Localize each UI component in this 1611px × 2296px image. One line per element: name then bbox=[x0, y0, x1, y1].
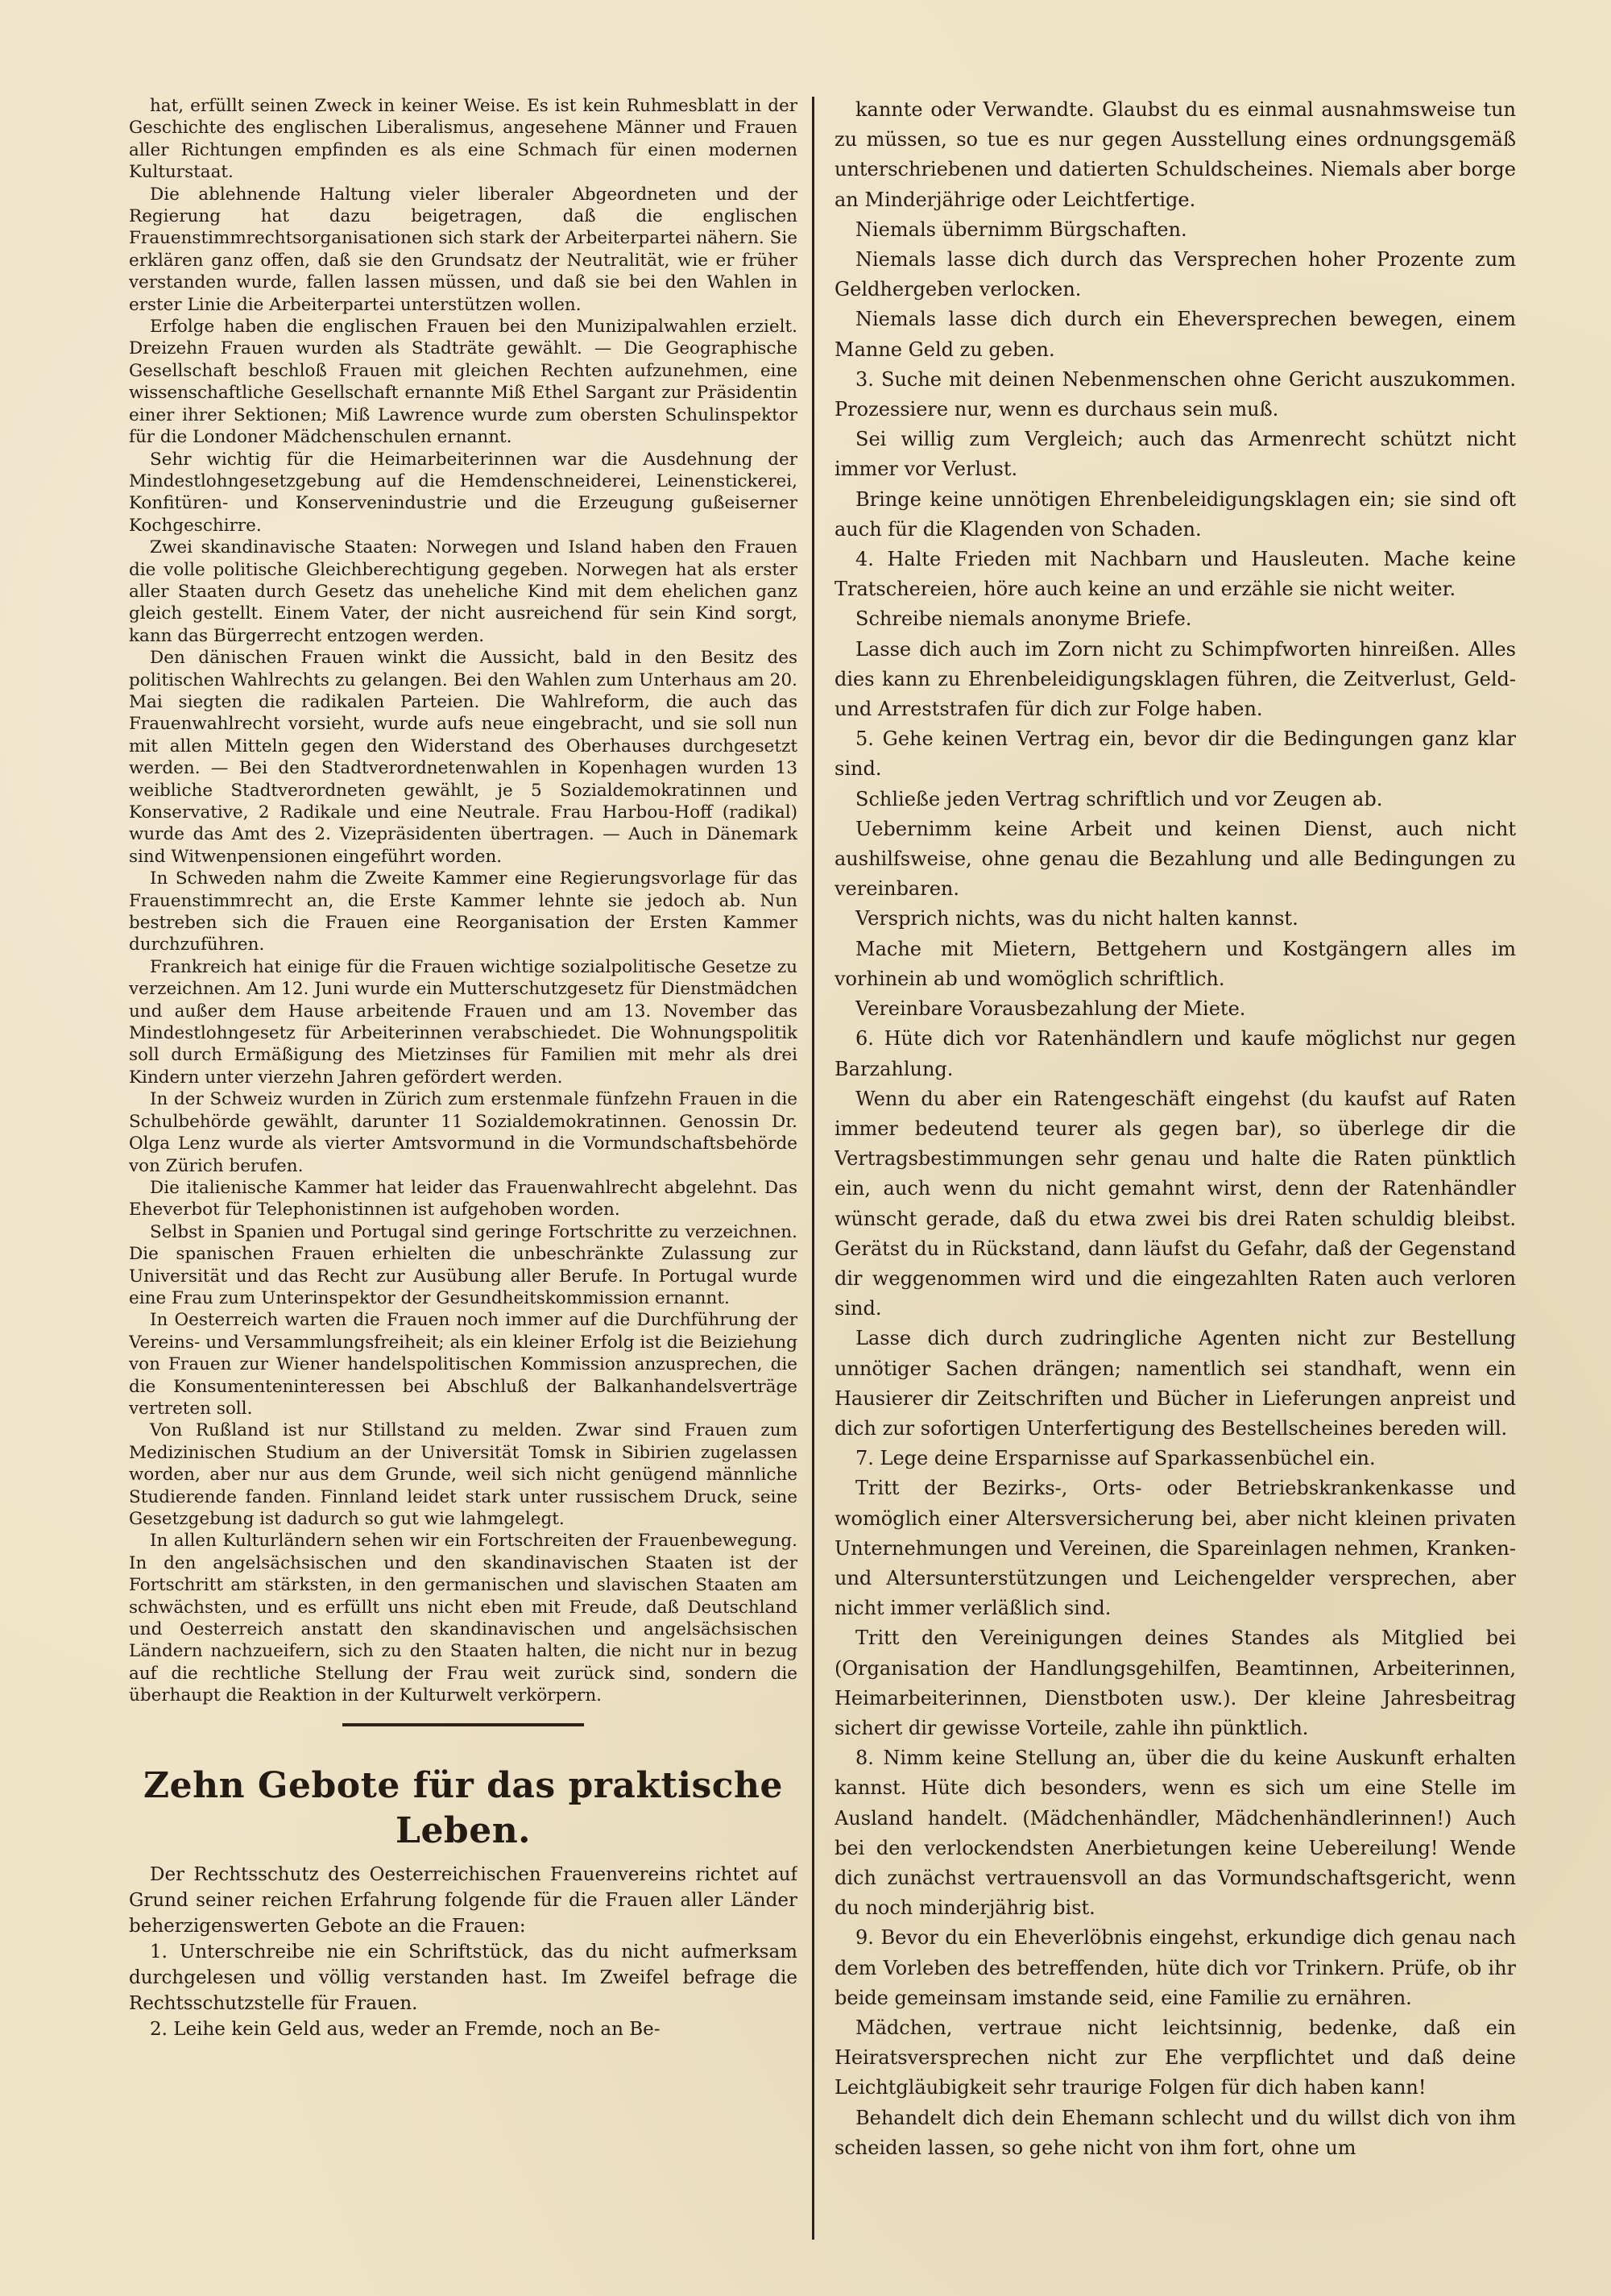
article-paragraph: Selbst in Spanien und Portugal sind geringe Fortschritte zu verzeichnen. Die spanischen Frauen erhielten die unbeschränkte Zulassung zur Universität und das Recht zur Ausübung aller Berufe. In Portugal wurde eine Frau zum Unterinspektor der Gesundheitskommission ernannt. bbox=[129, 1221, 797, 1308]
article-paragraph: Frankreich hat einige für die Frauen wichtige sozialpolitische Gesetze zu verzeichnen. Am 12. Juni wurde ein Mutterschutzgesetz für Dienstmädchen und außer dem Hause arbeitende Frauen und am 13. November das Mindestlohngesetz für Arbeiterinnen verabschiedet. Die Wohnungspolitik soll durch Ermäßigung des Mietzinses für Familien mit mehr als drei Kindern unter vierzehn Jahren gefördert werden. bbox=[129, 956, 797, 1088]
commandment-paragraph: 4. Halte Frieden mit Nachbarn und Hausleuten. Mache keine Tratschereien, höre auch keine an und erzähle sie nicht weiter. bbox=[834, 548, 1516, 601]
commandment-paragraph: Mädchen, vertraue nicht leichtsinnig, bedenke, daß ein Heiratsversprechen nicht zur Ehe verpflichtet und daß deine Leichtgläubigkeit sehr traurige Folgen für dich haben kann! bbox=[834, 2016, 1516, 2099]
article-paragraph: Von Rußland ist nur Stillstand zu melden. Zwar sind Frauen zum Medizinischen Studium an der Universität Tomsk in Sibirien zugelassen worden, aber nur aus dem Grunde, weil sich nicht genügend männliche Studierende fanden. Finnland leidet stark unter russischem Druck, seine Gesetzgebung ist dadurch so gut wie lahmgelegt. bbox=[129, 1420, 797, 1529]
left-column bbox=[129, 95, 797, 2042]
article-paragraph: In allen Kulturländern sehen wir ein Fortschreiten der Frauenbewegung. In den angelsächsischen und den skandinavischen Staaten ist der Fortschritt am stärksten, in den germanischen und slavischen Staaten am schwächsten, und es erfüllt uns nicht eben mit Freude, daß Deutschland und Oesterreich anstatt den skandinavischen und angelsächsischen Ländern nachzueifern, sich zu den Staaten halten, die nicht nur in bezug auf die rechtliche Stellung der Frau weit zurück sind, sondern die überhaupt die Reaktion in der Kulturwelt verkörpern. bbox=[129, 1531, 797, 1706]
commandment-paragraph: Versprich nichts, was du nicht halten kannst. bbox=[855, 907, 1298, 930]
commandment-paragraph: 6. Hüte dich vor Ratenhändlern und kaufe möglichst nur gegen Barzahlung. bbox=[834, 1027, 1516, 1080]
commandment-paragraph: Uebernimm keine Arbeit und keinen Dienst, auch nicht aushilfsweise, ohne genau die Bezahlung und alle Bedingungen zu vereinbaren. bbox=[834, 817, 1516, 901]
article-paragraph: In Oesterreich warten die Frauen noch immer auf die Durchführung der Vereins- und Versammlungsfreiheit; als ein kleiner Erfolg ist die Beiziehung von Frauen zur Wiener handelspolitischen Kommission anzusprechen, die die Konsumenteninteressen bei Abschluß der Balkanhandelsverträge vertreten soll. bbox=[129, 1310, 797, 1419]
commandment-paragraph: Tritt der Bezirks-, Orts- oder Betriebskrankenkasse und womöglich einer Altersversicherung bei, aber nicht kleinen privaten Unternehmungen und Vereinen, die Spareinlagen nehmen, Kranken- und Altersunterstützungen und Leichengelder versprechen, aber nicht immer verläßlich sind. bbox=[834, 1477, 1516, 1620]
commandment-paragraph: Schließe jeden Vertrag schriftlich und vor Zeugen ab. bbox=[855, 787, 1383, 810]
commandment-paragraph: Lasse dich durch zudringliche Agenten nicht zur Bestellung unnötiger Sachen drängen; namentlich sei standhaft, wenn ein Hausierer dir Zeitschriften und Bücher in Lieferungen anpreist und dich zur sofortigen Unterfertigung des Bestellscheines bereden will. bbox=[834, 1327, 1516, 1440]
commandment-paragraph: 7. Lege deine Ersparnisse auf Sparkassenbüchel ein. bbox=[855, 1447, 1376, 1470]
commandment-paragraph: 3. Suche mit deinen Nebenmenschen ohne Gericht auszukommen. Prozessiere nur, wenn es durchaus sein muß. bbox=[834, 367, 1516, 421]
commandment-paragraph: Niemals lasse dich durch das Versprechen hoher Prozente zum Geldhergeben verlocken. bbox=[834, 248, 1516, 301]
section-paragraph: 1. Unterschreibe nie ein Schriftstück, das du nicht aufmerksam durchgelesen und völlig verstanden hast. Im Zweifel befrage die Rechtsschutzstelle für Frauen. bbox=[129, 1941, 797, 2014]
section-paragraph: 2. Leihe kein Geld aus, weder an Fremde, noch an Be- bbox=[150, 2018, 661, 2040]
commandment-paragraph: Behandelt dich dein Ehemann schlecht und du willst dich von ihm scheiden lassen, so gehe nicht von ihm fort, ohne um bbox=[834, 2106, 1516, 2159]
section-paragraph: Der Rechtsschutz des Oesterreichischen Frauenvereins richtet auf Grund seiner reichen Erfahrung folgende für die Frauen aller Länder beherzigenswerten Gebote an die Frauen: bbox=[129, 1863, 797, 1937]
commandment-paragraph: Tritt den Vereinigungen deines Standes als Mitglied bei (Organisation der Handlungsgehilfen, Beamtinnen, Arbeiterinnen, Heimarbeiterinnen, Dienstboten usw.). Der kleine Jahresbeitrag sichert dir gewisse Vorteile, zahle ihn pünktlich. bbox=[834, 1627, 1516, 1739]
article-paragraph: Sehr wichtig für die Heimarbeiterinnen war die Ausdehnung der Mindestlohngesetzgebung auf die Hemdenschneiderei, Leinenstickerei, Konfitüren- und Konservenindustrie und die Erzeugung gußeiserner Kochgeschirre. bbox=[129, 449, 797, 536]
commandment-paragraph: Wenn du aber ein Ratengeschäft eingehst (du kaufst auf Raten immer bedeutend teurer als gegen bar), so überlege dir die Vertragsbestimmungen sehr genau und halte die Raten pünktlich ein, auch wenn du nicht gemahnt wirst, denn der Ratenhändler wünscht gerade, daß du etwa zwei bis drei Raten schuldig bleibst. Gerätst du in Rückstand, dann läufst du Gefahr, daß der Gegenstand dir weggenommen wird und die eingezahlten Raten auch verloren sind. bbox=[834, 1087, 1516, 1320]
article-paragraph: Den dänischen Frauen winkt die Aussicht, bald in den Besitz des politischen Wahlrechts zu gelangen. Bei den Wahlen zum Unterhaus am 20. Mai siegten die radikalen Parteien. Die Wahlreform, die auch das Frauenwahlrecht vorsieht, wurde aufs neue eingebracht, und sie soll nun mit allen Mitteln gegen den Widerstand des Oberhauses durchgesetzt werden. — Bei den Stadtverordnetenwahlen in Kopenhagen wurden 13 weibliche Stadtverordneten gewählt, je 5 Sozialdemokratinnen und Konservative, 2 Radikale und eine Neutrale. Frau Harbou-Hoff (radikal) wurde das Amt des 2. Vizepräsidenten übertragen. — Auch in Dänemark sind Witwenpensionen eingeführt worden. bbox=[129, 648, 797, 867]
commandment-paragraph: Schreibe niemals anonyme Briefe. bbox=[855, 607, 1192, 631]
article-paragraph: Zwei skandinavische Staaten: Norwegen und Island haben den Frauen die volle politische Gleichberechtigung gegeben. Norwegen hat als erster aller Staaten durch Gesetz das uneheliche Kind mit dem ehelichen ganz gleich gestellt. Einem Vater, der nicht ausreichend für sein Kind sorgt, kann das Bürgerrecht entzogen werden. bbox=[129, 537, 797, 646]
commandment-paragraph: Niemals übernimm Bürgschaften. bbox=[855, 218, 1187, 241]
commandment-paragraph: 9. Bevor du ein Eheverlöbnis eingehst, erkundige dich genau nach dem Vorleben des betreffenden, hüte dich vor Trinkern. Prüfe, ob ihr beide gemeinsam imstande seid, eine Familie zu ernähren. bbox=[834, 1926, 1516, 2009]
commandment-paragraph: Sei willig zum Vergleich; auch das Armenrecht schützt nicht immer vor Verlust. bbox=[834, 428, 1516, 481]
article-paragraph: Die ablehnende Haltung vieler liberaler Abgeordneten und der Regierung hat dazu beigetragen, daß die englischen Frauenstimmrechtsorganisationen sich stark der Arbeiterpartei nähern. Sie erklären ganz offen, daß sie den Grundsatz der Neutralität, wie er früher verstanden wurde, fallen lassen müssen, und daß sie bei den Wahlen in erster Linie die Arbeiterpartei unterstützen wollen. bbox=[129, 184, 797, 315]
article-paragraph: In Schweden nahm die Zweite Kammer eine Regierungsvorlage für das Frauenstimmrecht an, die Erste Kammer lehnte sie jedoch ab. Nun bestreben sich die Frauen eine Reorganisation der Ersten Kammer durchzuführen. bbox=[129, 868, 797, 955]
commandment-paragraph: Bringe keine unnötigen Ehrenbeleidigungsklagen ein; sie sind oft auch für die Klagenden von Schaden. bbox=[834, 487, 1516, 541]
article-paragraph: Erfolge haben die englischen Frauen bei den Munizipalwahlen erzielt. Dreizehn Frauen wurden als Stadträte gewählt. — Die Geographische Gesellschaft beschloß Frauen mit gleichen Rechten aufzunehmen, eine wissenschaftliche Gesellschaft ernannte Miß Ethel Sargant zur Präsidentin einer ihrer Sektionen; Miß Lawrence wurde zum obersten Schulinspektor für die Londoner Mädchenschulen ernannt. bbox=[129, 317, 797, 448]
article-paragraph: hat, erfüllt seinen Zweck in keiner Weise. Es ist kein Ruhmesblatt in der Geschichte des englischen Liberalismus, angesehene Männer und Frauen aller Richtungen empfinden es als eine Schmach für einen modernen Kulturstaat. bbox=[129, 96, 797, 183]
commandment-paragraph: Niemals lasse dich durch ein Eheversprechen bewegen, einem Manne Geld zu geben. bbox=[834, 308, 1516, 361]
commandment-paragraph: 5. Gehe keinen Vertrag ein, bevor dir die Bedingungen ganz klar sind. bbox=[834, 727, 1516, 781]
right-column bbox=[834, 95, 1516, 2163]
commandment-paragraph: kannte oder Verwandte. Glaubst du es einmal ausnahmsweise tun zu müssen, so tue es nur gegen Ausstellung eines ordnungsgemäß unterschriebenen und datierten Schuldscheines. Niemals aber borge an Minderjährige oder Leichtfertige. bbox=[834, 98, 1516, 211]
article-paragraph: Die italienische Kammer hat leider das Frauenwahlrecht abgelehnt. Das Eheverbot für Telephonistinnen ist aufgehoben worden. bbox=[129, 1177, 797, 1221]
commandment-paragraph: Mache mit Mietern, Bettgehern und Kostgängern alles im vorhinein ab und womöglich schriftlich. bbox=[834, 937, 1516, 990]
section-divider-rule bbox=[342, 1723, 584, 1726]
commandment-paragraph: Lasse dich auch im Zorn nicht zu Schimpfworten hinreißen. Alles dies kann zu Ehrenbeleidigungsklagen führen, die Zeitverlust, Geld- und Arreststrafen für dich zur Folge haben. bbox=[834, 637, 1516, 721]
article-paragraph: In der Schweiz wurden in Zürich zum erstenmale fünfzehn Frauen in die Schulbehörde gewählt, darunter 11 Sozialdemokratinnen. Genossin Dr. Olga Lenz wurde als vierter Amtsvormund in die Vormundschaftsbehörde von Zürich berufen. bbox=[129, 1089, 797, 1176]
commandment-paragraph: Vereinbare Vorausbezahlung der Miete. bbox=[855, 997, 1246, 1021]
commandment-paragraph: 8. Nimm keine Stellung an, über die du keine Auskunft erhalten kannst. Hüte dich besonders, wenn es sich um eine Stelle im Ausland handelt. (Mädchenhändler, Mädchenhändlerinnen!) Auch bei den verlockendsten Anerbietungen keine Uebereilung! Wende dich zunächst vertrauensvoll an das Vormundschaftsgericht, wenn du noch minderjährig bist. bbox=[834, 1747, 1516, 1920]
section-heading: Zehn Gebote für das praktische Leben. bbox=[143, 1764, 784, 1851]
column-divider bbox=[812, 97, 814, 2240]
